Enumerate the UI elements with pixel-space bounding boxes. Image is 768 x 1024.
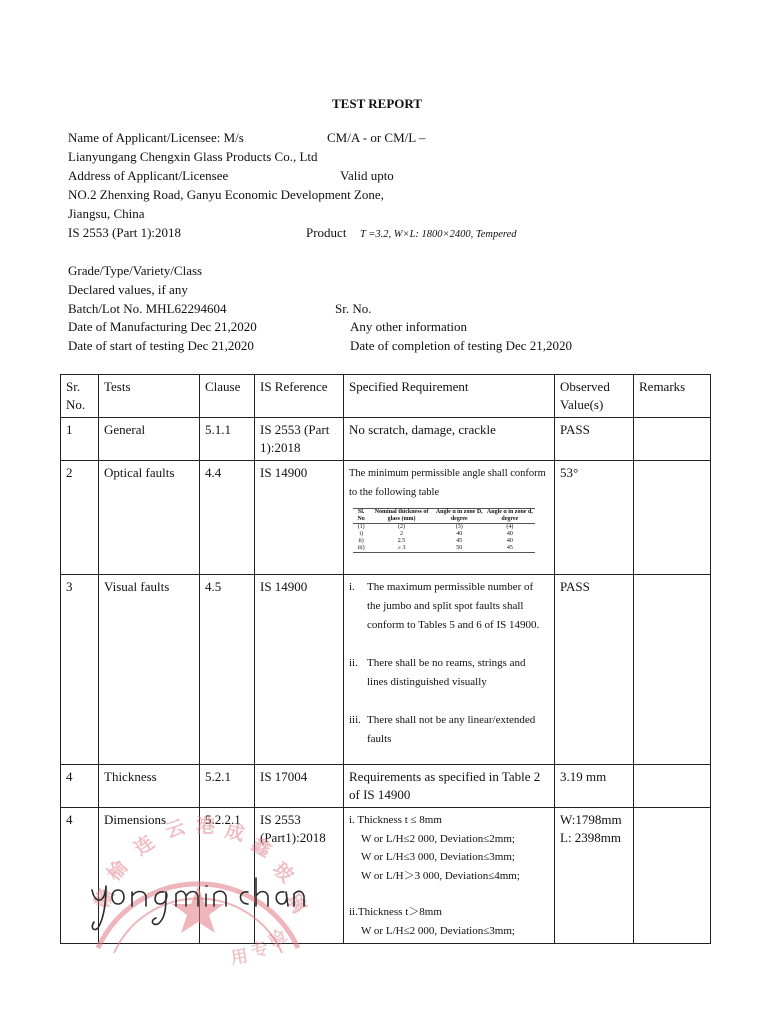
grade-label: Grade/Type/Variety/Class [68,263,203,278]
row-test: Optical faults [99,461,200,575]
header-specified-requirement: Specified Requirement [344,375,555,418]
svg-text:港: 港 [196,815,216,837]
header-is-reference: IS Reference [255,375,344,418]
optical-header-cell: Angle α in zone d, degree [485,509,535,524]
row-is-reference: IS 2553 (Part 1):2018 [255,418,344,461]
row-requirement [344,575,555,765]
row-requirement [344,808,555,944]
row-remarks [634,575,711,765]
manufacturing-date: Date of Manufacturing Dec 21,2020 [68,319,257,334]
optical-cell: i) [359,531,363,537]
row-observed: 3.19 mm [555,765,634,808]
row-remarks [634,808,711,944]
row-sr-no: 1 [61,418,99,461]
optical-angle-table [353,508,535,553]
optical-requirement-text: The minimum permissible angle shall conform to the following table [349,468,546,498]
row-clause: 5.2.2.1 [200,808,255,944]
row-remarks [634,418,711,461]
row-requirement: Requirements as specified in Table 2 of IS 14900 [344,765,555,808]
optical-cell: (3) [455,524,463,530]
optical-cell: 50 [434,545,485,553]
row-test: Visual faults [99,575,200,765]
optical-cell: 40 [456,531,463,537]
row-is-reference: IS 2553 (Part1):2018 [255,808,344,944]
address-line-1: NO.2 Zhenxing Road, Ganyu Economic Development Zone, [68,187,384,202]
row-test: General [99,418,200,461]
svg-text:鑫: 鑫 [247,833,275,862]
row-sr-no: 4 [61,808,99,944]
header-observed-values: Observed Value(s) [555,375,634,418]
optical-cell: 2 [400,531,404,537]
row-test: Dimensions [99,808,200,944]
row-is-reference: IS 14900 [255,461,344,575]
valid-upto-label: Valid upto [340,168,394,183]
row-requirement: No scratch, damage, crackle [344,418,555,461]
svg-text:榆: 榆 [102,856,133,886]
address-label: Address of Applicant/Licensee [68,168,229,183]
product-value: T =3.2, W×L: 1800×2400, Tempered [360,229,517,240]
optical-cell: (2) [398,524,406,530]
svg-text:连: 连 [130,831,159,861]
svg-text:验: 验 [265,925,291,953]
row-sr-no: 4 [61,765,99,808]
applicant-name: Lianyungang Chengxin Glass Products Co., Ltd [68,149,318,164]
header-remarks: Remarks [634,375,711,418]
row-clause: 5.1.1 [200,418,255,461]
list-item: i. The maximum permissible number of the jumbo and split spot faults shall conform to Tables 5 and 6 of IS 14900. [349,581,540,631]
svg-text:用: 用 [229,946,250,969]
dimension-line: W or L/H≤2 000, Deviation≤2mm; [361,832,515,845]
optical-cell: 45 [485,545,535,553]
row-sr-no: 2 [61,461,99,575]
declared-values-label: Declared values, if any [68,282,188,297]
row-sr-no: 3 [61,575,99,765]
dimension-line: i. Thickness t ≤ 8mm [349,814,442,826]
optical-table-row [353,545,535,553]
row-observed: PASS [555,575,634,765]
optical-cell: ii) [358,538,364,544]
batch-lot-number: Batch/Lot No. MHL62294604 [68,301,227,316]
optical-cell: (4) [506,524,514,530]
cm-label: CM/A - or CM/L – [327,130,426,145]
optical-cell: 45 [456,538,463,544]
optical-cell: iii) [353,545,369,553]
optical-cell: 40 [506,531,513,537]
row-remarks [634,461,711,575]
optical-cell: 2.5 [397,538,406,544]
product-label: Product [306,225,347,240]
dimension-line: W or L/H≤3 000, Deviation≤3mm; [361,851,515,863]
optical-header-cell: Angle α in zone D, degree [434,509,485,524]
optical-cell: 40 [506,538,513,544]
start-testing-date: Date of start of testing Dec 21,2020 [68,338,254,353]
table-row [61,418,711,461]
table-row [61,575,711,765]
header-sr-no: Sr. No. [61,375,99,418]
row-observed [555,808,634,944]
svg-text:云: 云 [162,815,188,843]
optical-table-row [353,531,535,538]
row-clause: 4.5 [200,575,255,765]
completion-testing-date: Date of completion of testing Dec 21,2020 [350,338,573,353]
dimension-line: W or L/H≤2 000, Deviation≤3mm; [361,924,515,937]
list-item: ii. There shall be no reams, strings and lines distinguished visually [349,657,526,688]
table-header-row [61,375,711,418]
row-remarks [634,765,711,808]
report-title: TEST REPORT [332,96,422,111]
optical-table-numbering [353,524,535,532]
dimension-line: W or L/H＞3 000, Deviation≤4mm; [361,869,520,882]
row-is-reference: IS 14900 [255,575,344,765]
observed-length: L: 2398mm [560,830,622,845]
applicant-label: Name of Applicant/Licensee: M/s [68,130,244,145]
optical-cell: ≥ 3 [369,545,434,553]
observed-width: W:1798mm [560,812,622,827]
table-row [61,461,711,575]
row-observed: PASS [555,418,634,461]
svg-text:璃: 璃 [281,889,310,917]
svg-text:赣: 赣 [90,885,119,913]
dimension-line: ii.Thickness t＞8mm [349,906,442,918]
svg-text:成: 成 [222,819,247,846]
row-test: Thickness [99,765,200,808]
svg-text:玻: 玻 [268,857,298,887]
optical-header-cell: Nominal thickness of glass (mm) [369,509,434,524]
visual-requirement-list [349,578,549,749]
header-tests: Tests [99,375,200,418]
list-item: iii. There shall not be any linear/extended faults [349,714,536,745]
row-is-reference: IS 17004 [255,765,344,808]
optical-table-header [353,509,535,524]
row-clause: 5.2.1 [200,765,255,808]
other-information-label: Any other information [350,319,467,334]
row-clause: 4.4 [200,461,255,575]
sr-no-label: Sr. No. [335,301,372,316]
svg-text:专: 专 [248,938,272,963]
handwritten-signature [88,856,310,936]
address-line-2: Jiangsu, China [68,206,145,221]
row-observed: 53° [555,461,634,575]
optical-table-row [353,538,535,545]
optical-header-cell: Sl. No [353,509,369,524]
row-requirement [344,461,555,575]
header-clause: Clause [200,375,255,418]
standard-reference: IS 2553 (Part 1):2018 [68,225,182,240]
optical-cell: (1) [357,524,365,530]
